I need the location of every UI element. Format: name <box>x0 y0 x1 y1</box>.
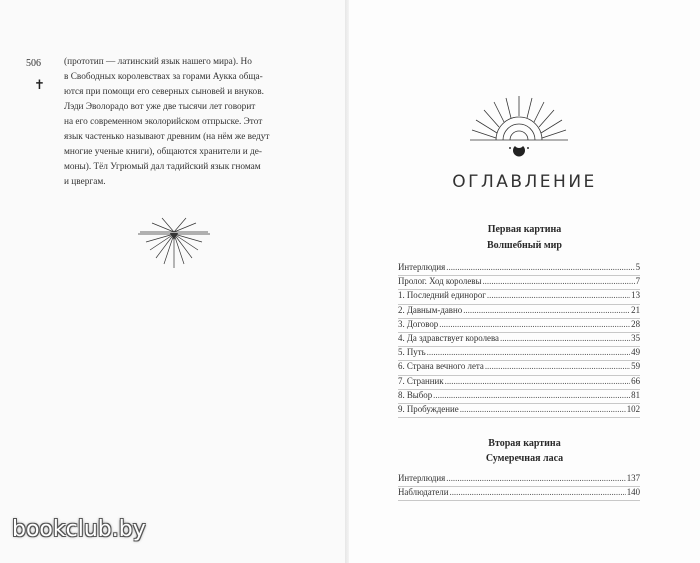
section-subheading: Сумеречная ласа <box>485 453 564 464</box>
toc-entry-page: 7 <box>635 276 640 287</box>
toc-entry-title: 2. Давным-давно <box>398 304 463 315</box>
toc-entry-title: 9. Пробуждение <box>398 403 459 414</box>
toc-entry-title: 5. Путь <box>398 347 426 358</box>
toc-entry-title: 6. Страна вечного лета <box>398 361 484 372</box>
paragraph-line: (прототип — латинский язык нашего мира). Но <box>64 57 252 67</box>
toc-entry-page: 140 <box>626 487 640 498</box>
right-page <box>349 0 700 563</box>
toc-entry-page: 59 <box>631 361 640 372</box>
toc-entry[interactable] <box>398 390 640 404</box>
page-number: 506 <box>26 58 41 69</box>
watermark: bookclub.by <box>12 517 146 542</box>
toc-entry[interactable] <box>398 487 640 501</box>
toc-entry[interactable] <box>398 347 640 361</box>
toc-entry[interactable] <box>398 262 640 276</box>
toc-entry[interactable] <box>398 376 640 390</box>
toc-entry-title: Интерлюдия <box>398 262 446 272</box>
toc-entry-page: 81 <box>631 389 640 400</box>
toc-entry[interactable] <box>398 361 640 375</box>
toc-entry-page: 28 <box>631 318 640 329</box>
paragraph-line: Лэди Эволорадо вот уже две тысячи лет говорит <box>64 102 256 112</box>
toc-entry-title: 7. Странник <box>398 375 444 386</box>
toc-entry-page: 21 <box>631 304 640 315</box>
section-subheading: Волшебный мир <box>487 240 562 251</box>
toc-entry-title: 8. Выбор <box>398 389 433 400</box>
paragraph-line: ются при помощи его северных сыновей и внуков. <box>64 87 264 97</box>
toc-list <box>398 473 640 501</box>
paragraph-line: в Свободных королевствах за горами Аукка обща- <box>64 72 263 82</box>
cross-marker-icon: ✝ <box>34 77 45 92</box>
toc-entry-title: Наблюдатели <box>398 487 449 498</box>
toc-entry-page: 49 <box>631 347 640 358</box>
toc-entry-page: 137 <box>626 473 640 483</box>
toc-entry-title: Интерлюдия <box>398 473 446 483</box>
toc-entry-title: 4. Да здравствует королева <box>398 332 499 343</box>
toc-entry-page: 35 <box>631 332 640 343</box>
toc-entry-page: 102 <box>626 403 640 414</box>
section-heading: Первая картина <box>487 224 562 235</box>
toc-title: ОГЛАВЛЕНИЕ <box>452 172 597 192</box>
section-heading: Вторая картина <box>488 438 561 449</box>
toc-entry-page: 5 <box>635 262 640 272</box>
toc-entry-page: 66 <box>631 375 640 386</box>
paragraph-line: язык частенько называют древним (на нём же ведут <box>64 132 270 142</box>
toc-entry-title: 3. Договор <box>398 318 439 329</box>
toc-list <box>398 262 640 418</box>
paragraph-line: на его современном эколорийском отпрыске. Этот <box>64 117 263 127</box>
toc-entry-page: 13 <box>631 290 640 301</box>
toc-entry-title: 1. Последний единорог <box>398 290 486 301</box>
paragraph-line: многие ученые книги), общаются хранители и де- <box>64 147 263 157</box>
toc-entry[interactable] <box>398 473 640 487</box>
rising-sun-ornament-icon <box>466 96 572 160</box>
toc-entry[interactable] <box>398 305 640 319</box>
paragraph-line: и цвергам. <box>64 177 106 187</box>
toc-entry[interactable] <box>398 333 640 347</box>
toc-entry-title: Пролог. Ход королевы <box>398 276 482 287</box>
toc-entry[interactable] <box>398 276 640 290</box>
toc-entry[interactable] <box>398 290 640 304</box>
left-page <box>0 0 345 563</box>
toc-entry[interactable] <box>398 404 640 418</box>
sun-ornament-icon <box>138 214 210 270</box>
toc-entry[interactable] <box>398 319 640 333</box>
body-paragraph <box>64 55 306 190</box>
paragraph-line: моны). Тёл Угрюмый дал тадийский язык гномам <box>64 162 261 172</box>
